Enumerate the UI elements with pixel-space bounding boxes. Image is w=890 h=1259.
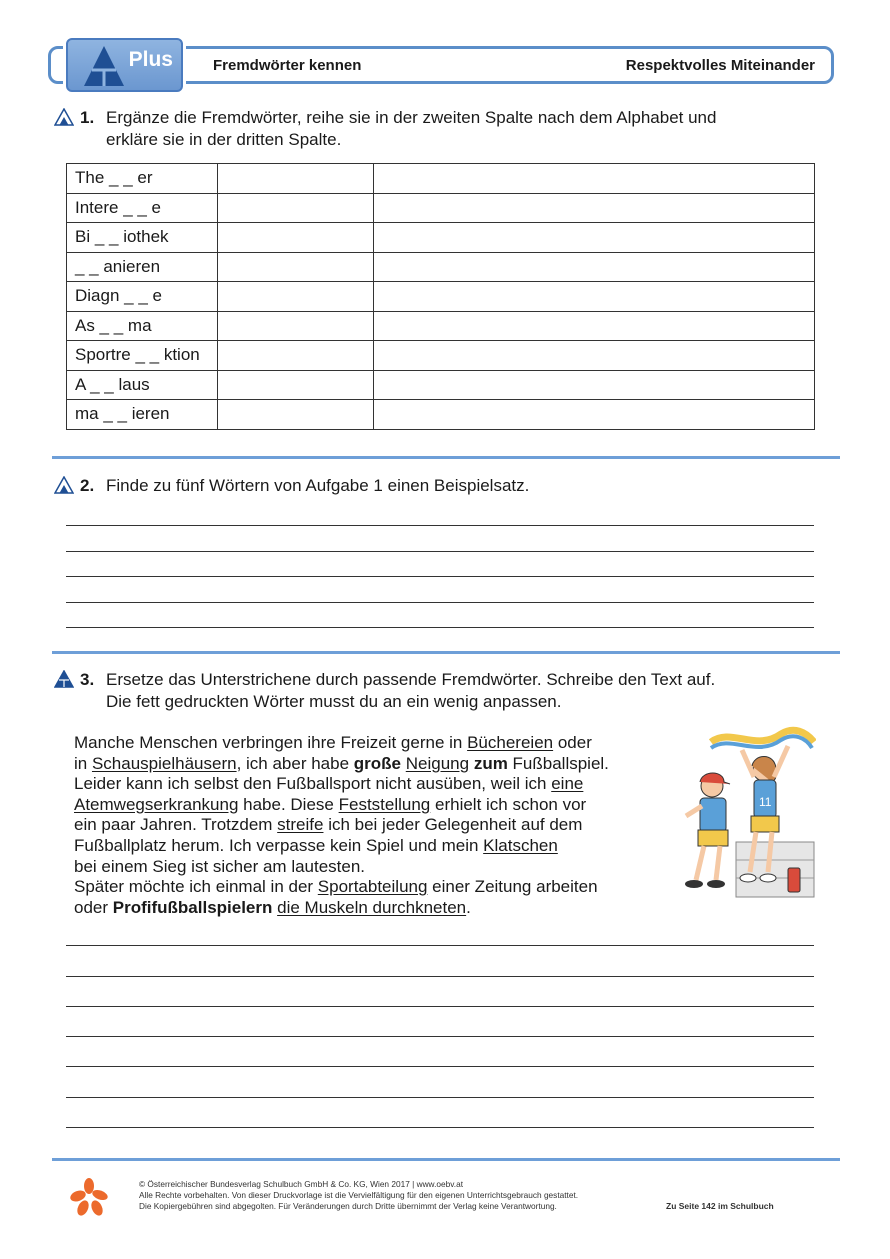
alphabetical-order-cell[interactable] [218, 223, 374, 253]
pyramid-icon [82, 44, 126, 88]
writing-line[interactable] [66, 525, 814, 526]
copyright-line: Die Kopiergebühren sind abgegolten. Für Veränderungen durch Dritte übernimmt der Verlag keine Verantwortung. [139, 1201, 557, 1211]
section-separator [52, 651, 840, 654]
task-1-instruction-line: erkläre sie in der dritten Spalte. [106, 130, 342, 149]
gap-word-cell: Diagn _ _ e [67, 282, 218, 312]
triangle-level-icon [54, 476, 74, 494]
alphabetical-order-cell[interactable] [218, 282, 374, 312]
table-row [67, 370, 815, 400]
word-table [66, 163, 815, 430]
football-fans-illustration [676, 722, 816, 900]
table-row [67, 252, 815, 282]
gap-word-cell: A _ _ laus [67, 370, 218, 400]
alphabetical-order-cell[interactable] [218, 341, 374, 371]
writing-line[interactable] [66, 1006, 814, 1007]
underlined-word: die Muskeln durchkneten [277, 897, 467, 917]
task-3-number: 3. [80, 670, 95, 689]
gap-word-cell: Sportre _ _ ktion [67, 341, 218, 371]
gap-word-cell: The _ _ er [67, 164, 218, 194]
underlined-word: Klatschen [483, 835, 558, 855]
underlined-word: eine [551, 774, 584, 794]
writing-line[interactable] [66, 576, 814, 577]
writing-line[interactable] [66, 551, 814, 552]
table-row [67, 311, 815, 341]
bold-word: Profifußballspielern [112, 897, 273, 917]
copyright-line: © Österreichischer Bundesverlag Schulbuch GmbH & Co. KG, Wien 2017 | www.oebv.at [139, 1179, 463, 1189]
gap-word-cell: As _ _ ma [67, 311, 218, 341]
copyright-notice [139, 1179, 578, 1212]
explanation-cell[interactable] [374, 311, 815, 341]
gap-word-cell: ma _ _ ieren [67, 400, 218, 430]
writing-line[interactable] [66, 1127, 814, 1128]
alphabetical-order-cell[interactable] [218, 400, 374, 430]
explanation-cell[interactable] [374, 400, 815, 430]
alphabetical-order-cell[interactable] [218, 193, 374, 223]
gap-word-cell: Bi _ _ iothek [67, 223, 218, 253]
task-2-instruction: Finde zu fünf Wörtern von Aufgabe 1 einen Beispielsatz. [106, 476, 530, 495]
underlined-word: Atemwegserkrankung [74, 794, 239, 814]
triangle-level-full-icon [54, 670, 74, 688]
bold-word: zum [473, 753, 508, 773]
task-2-number: 2. [80, 476, 95, 495]
table-row [67, 282, 815, 312]
table-row [67, 164, 815, 194]
table-row [67, 223, 815, 253]
chapter-title: Respektvolles Miteinander [625, 57, 815, 74]
table-row [67, 400, 815, 430]
gap-word-cell: _ _ anieren [67, 252, 218, 282]
plus-logo [66, 38, 183, 92]
task-3-instruction-line: Ersetze das Unterstrichene durch passende Fremdwörter. Schreibe den Text auf. [106, 670, 716, 689]
writing-line[interactable] [66, 602, 814, 603]
writing-line[interactable] [66, 1036, 814, 1037]
alphabetical-order-cell[interactable] [218, 370, 374, 400]
alphabetical-order-cell[interactable] [218, 252, 374, 282]
writing-line[interactable] [66, 945, 814, 946]
logo-text: Plus [128, 48, 173, 71]
underlined-word: Sportabteilung [317, 877, 428, 897]
table-row [67, 341, 815, 371]
writing-line[interactable] [66, 976, 814, 977]
writing-line[interactable] [66, 1097, 814, 1098]
task-1-instruction [106, 107, 716, 151]
svg-text:11: 11 [759, 795, 772, 809]
underlined-word: Feststellung [338, 794, 431, 814]
task-1-number: 1. [80, 108, 95, 127]
writing-line[interactable] [66, 1066, 814, 1067]
underlined-word: Schauspielhäusern [91, 753, 237, 773]
explanation-cell[interactable] [374, 282, 815, 312]
footer-separator [52, 1158, 840, 1161]
triangle-level-icon [54, 108, 74, 126]
task-3-instruction-line: Die fett gedruckten Wörter musst du an ein wenig anpassen. [106, 692, 562, 711]
copyright-line: Alle Rechte vorbehalten. Von dieser Druckvorlage ist die Vervielfältigung für den eigenen Unterrichtsgebrauch gestattet. [139, 1190, 579, 1200]
alphabetical-order-cell[interactable] [218, 164, 374, 194]
underlined-word: streife [277, 815, 324, 835]
alphabetical-order-cell[interactable] [218, 311, 374, 341]
gap-word-cell: Intere _ _ e [67, 193, 218, 223]
writing-line[interactable] [66, 627, 814, 628]
worksheet-topic: Fremdwörter kennen [213, 57, 362, 74]
section-separator [52, 456, 840, 459]
task-1-instruction-line: Ergänze die Fremdwörter, reihe sie in der zweiten Spalte nach dem Alphabet und [106, 108, 717, 127]
explanation-cell[interactable] [374, 341, 815, 371]
explanation-cell[interactable] [374, 223, 815, 253]
story-text: Manche Menschen verbringen ihre Freizeit gerne in Büchereien oder in Schauspielhäusern, ich aber habe große Neigung zum Fußballspiel. Leider kann ich selbst den Fußballsport nicht ausüben, weil ich eine Atemwegserkrankung habe. Diese Feststellung erhielt ich schon vor ein paar Jahren. Trotzdem streife ich bei jeder Gelegenheit auf dem Fußballplatz herum. Ich verpasse kein Spiel und mein Klatschen bei einem Sieg ist sicher am lautesten. Später möchte ich einmal in der Sportabteilung einer Zeitung arbeiten oder Profifußballspielern die Muskeln durchkneten. [74, 733, 609, 917]
schoolbook-page-reference: Zu Seite 142 im Schulbuch [666, 1201, 774, 1211]
table-row [67, 193, 815, 223]
explanation-cell[interactable] [374, 193, 815, 223]
underlined-word: Neigung [405, 753, 470, 773]
explanation-cell[interactable] [374, 370, 815, 400]
explanation-cell[interactable] [374, 164, 815, 194]
task-3-instruction [106, 669, 715, 713]
explanation-cell[interactable] [374, 252, 815, 282]
publisher-logo-icon [68, 1177, 110, 1217]
bold-word: große [353, 753, 402, 773]
underlined-word: Büchereien [467, 733, 554, 752]
